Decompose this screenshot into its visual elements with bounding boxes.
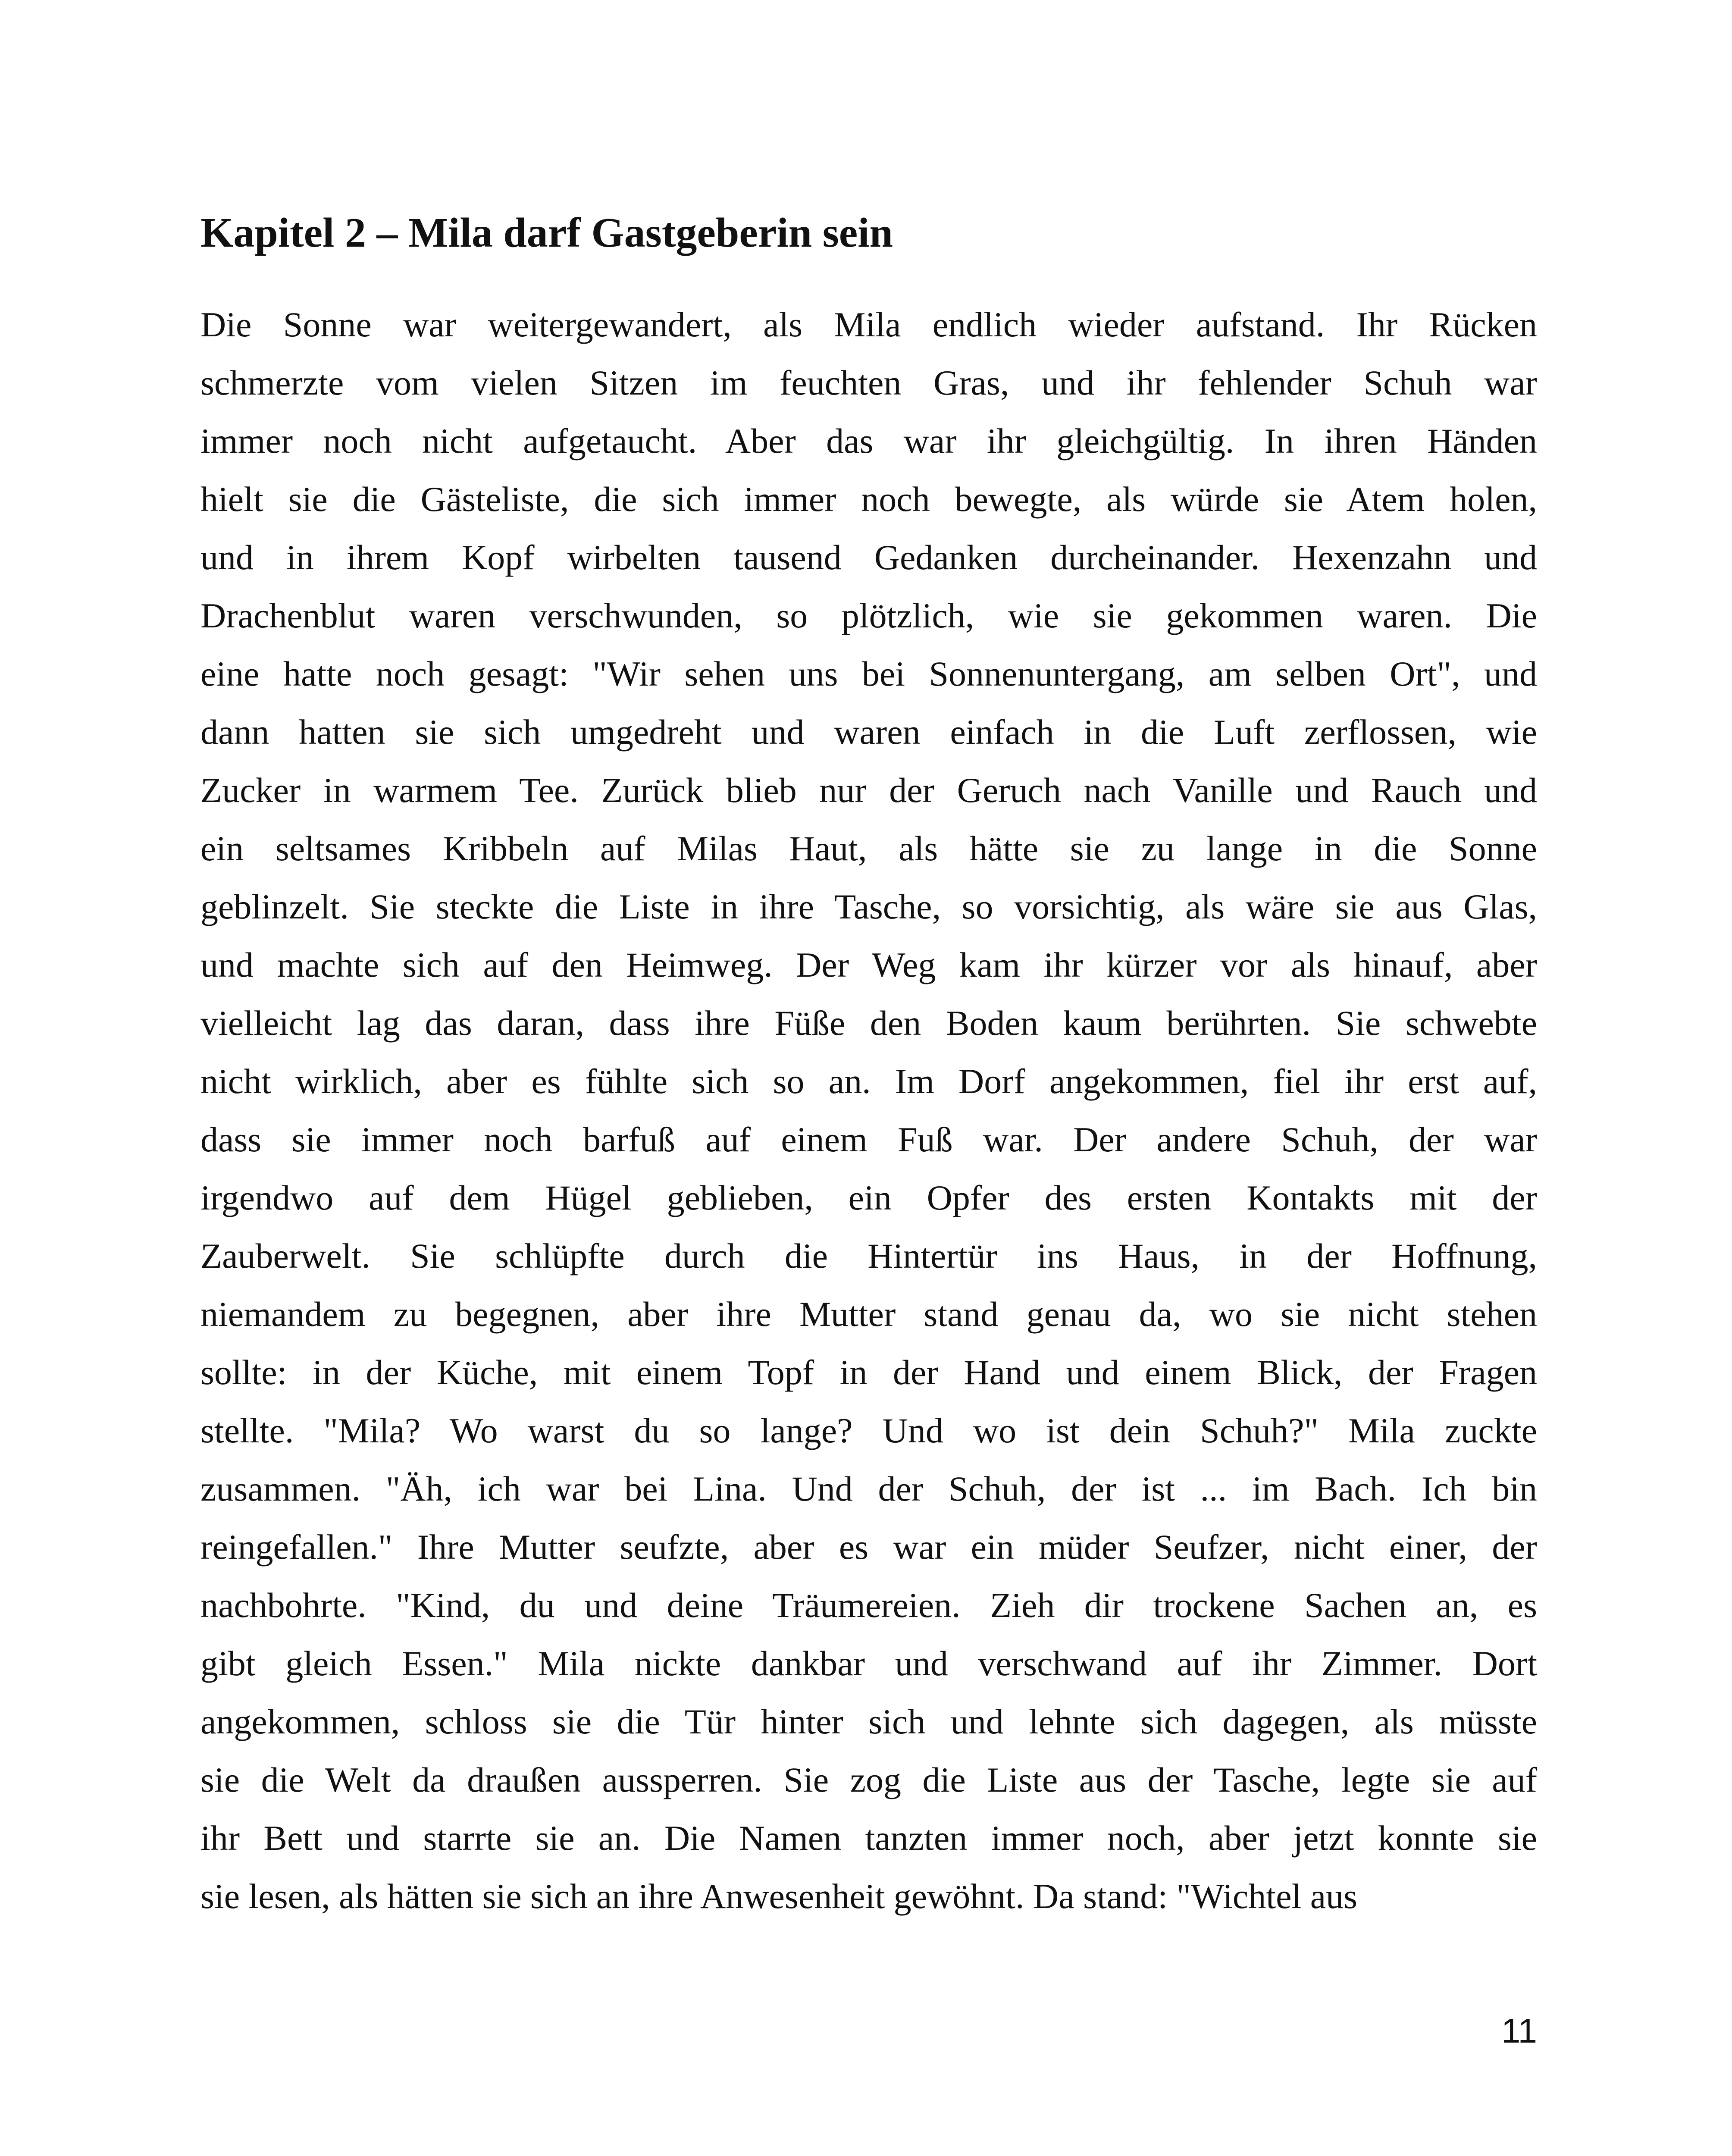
text-line: Die Sonne war weitergewandert, als Mila endlich wieder aufstand. Ihr Rücken: [200, 305, 1537, 344]
text-line: geblinzelt. Sie steckte die Liste in ihre Tasche, so vorsichtig, als wäre sie aus Glas,: [200, 887, 1537, 926]
text-line: hielt sie die Gästeliste, die sich immer noch bewegte, als würde sie Atem holen,: [200, 479, 1537, 519]
text-line: Zauberwelt. Sie schlüpfte durch die Hintertür ins Haus, in der Hoffnung,: [200, 1236, 1537, 1275]
text-line: und in ihrem Kopf wirbelten tausend Gedanken durcheinander. Hexenzahn und: [200, 538, 1537, 577]
text-line: ihr Bett und starrte sie an. Die Namen tanzten immer noch, aber jetzt konnte sie: [200, 1818, 1537, 1858]
text-line: angekommen, schloss sie die Tür hinter sich und lehnte sich dagegen, als müsste: [200, 1702, 1537, 1741]
text-line: eine hatte noch gesagt: "Wir sehen uns bei Sonnenuntergang, am selben Ort", und: [200, 654, 1537, 693]
text-line: stellte. "Mila? Wo warst du so lange? Und wo ist dein Schuh?" Mila zuckte: [200, 1411, 1537, 1450]
text-line: schmerzte vom vielen Sitzen im feuchten Gras, und ihr fehlender Schuh war: [200, 363, 1537, 402]
text-line: nicht wirklich, aber es fühlte sich so an. Im Dorf angekommen, fiel ihr erst auf,: [200, 1062, 1537, 1101]
text-line: dass sie immer noch barfuß auf einem Fuß war. Der andere Schuh, der war: [200, 1120, 1537, 1159]
text-line: immer noch nicht aufgetaucht. Aber das war ihr gleichgültig. In ihren Händen: [200, 421, 1537, 461]
text-line: ein seltsames Kribbeln auf Milas Haut, als hätte sie zu lange in die Sonne: [200, 829, 1537, 868]
text-line: reingefallen." Ihre Mutter seufzte, aber es war ein müder Seufzer, nicht einer, der: [200, 1527, 1537, 1567]
body-text: [200, 295, 1537, 1925]
text-line: Drachenblut waren verschwunden, so plötzlich, wie sie gekommen waren. Die: [200, 596, 1537, 635]
text-line: niemandem zu begegnen, aber ihre Mutter stand genau da, wo sie nicht stehen: [200, 1294, 1537, 1334]
text-line: zusammen. "Äh, ich war bei Lina. Und der Schuh, der ist ... im Bach. Ich bin: [200, 1469, 1537, 1508]
text-line: Zucker in warmem Tee. Zurück blieb nur der Geruch nach Vanille und Rauch und: [200, 771, 1537, 810]
text-line: vielleicht lag das daran, dass ihre Füße den Boden kaum berührten. Sie schwebte: [200, 1003, 1537, 1043]
page-number: 11: [1501, 2012, 1537, 2050]
chapter-title: Kapitel 2 – Mila darf Gastgeberin sein: [200, 210, 893, 256]
text-line: sie lesen, als hätten sie sich an ihre Anwesenheit gewöhnt. Da stand: "Wichtel aus: [200, 1877, 1358, 1916]
text-line: und machte sich auf den Heimweg. Der Weg kam ihr kürzer vor als hinauf, aber: [200, 945, 1537, 984]
text-line: nachbohrte. "Kind, du und deine Träumereien. Zieh dir trockene Sachen an, es: [200, 1586, 1537, 1625]
text-line: sie die Welt da draußen aussperren. Sie zog die Liste aus der Tasche, legte sie auf: [200, 1760, 1537, 1799]
text-line: sollte: in der Küche, mit einem Topf in der Hand und einem Blick, der Fragen: [200, 1353, 1537, 1392]
text-line: irgendwo auf dem Hügel geblieben, ein Opfer des ersten Kontakts mit der: [200, 1178, 1537, 1217]
text-line: gibt gleich Essen." Mila nickte dankbar und verschwand auf ihr Zimmer. Dort: [200, 1644, 1537, 1683]
text-line: dann hatten sie sich umgedreht und waren einfach in die Luft zerflossen, wie: [200, 712, 1537, 752]
